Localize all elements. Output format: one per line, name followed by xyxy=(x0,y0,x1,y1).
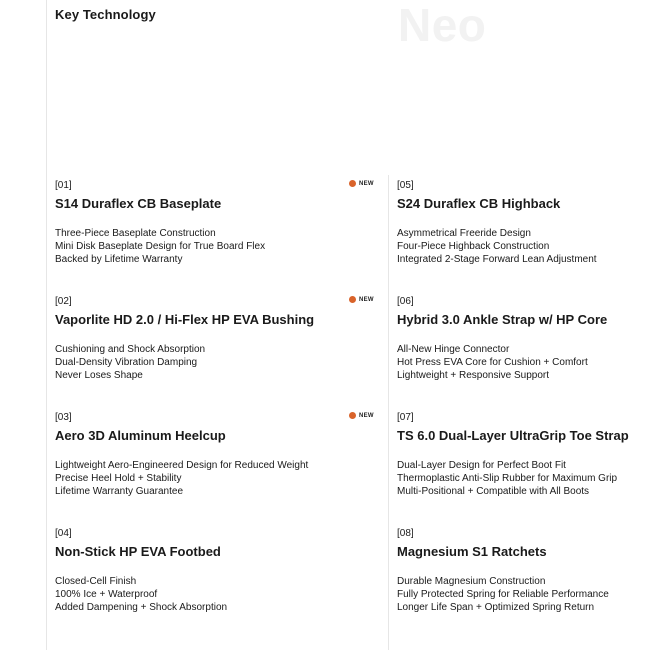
feature-bullets xyxy=(397,343,647,382)
feature-title: Hybrid 3.0 Ankle Strap w/ HP Core xyxy=(397,312,608,327)
left-divider xyxy=(46,0,47,650)
feature-bullet: Hot Press EVA Core for Cushion + Comfort xyxy=(397,357,588,368)
new-dot-icon xyxy=(349,180,356,187)
feature-number: [06] xyxy=(397,296,414,307)
feature-bullet: Precise Heel Hold + Stability xyxy=(55,473,182,484)
feature-bullet: All-New Hinge Connector xyxy=(397,344,510,355)
feature-number: [07] xyxy=(397,412,414,423)
feature-bullets xyxy=(397,227,647,266)
feature-title: Magnesium S1 Ratchets xyxy=(397,544,547,559)
feature-bullet: Durable Magnesium Construction xyxy=(397,576,546,587)
feature-card xyxy=(397,412,647,498)
feature-bullets xyxy=(55,343,375,382)
feature-bullet: Fully Protected Spring for Reliable Performance xyxy=(397,589,609,600)
feature-bullets xyxy=(55,575,375,614)
feature-bullet: Closed-Cell Finish xyxy=(55,576,137,587)
feature-card xyxy=(55,180,375,266)
feature-bullet: Lightweight Aero-Engineered Design for Reduced Weight xyxy=(55,460,309,471)
feature-number: [03] xyxy=(55,412,72,423)
feature-bullet: 100% Ice + Waterproof xyxy=(55,589,158,600)
feature-bullet: Multi-Positional + Compatible with All Boots xyxy=(397,486,590,497)
new-badge xyxy=(349,296,374,303)
feature-bullet: Dual-Density Vibration Damping xyxy=(55,357,198,368)
page-title: Key Technology xyxy=(55,7,156,22)
feature-card xyxy=(55,296,375,382)
feature-bullets xyxy=(55,459,375,498)
feature-card xyxy=(397,180,647,266)
feature-bullets xyxy=(397,575,647,614)
feature-bullet: Cushioning and Shock Absorption xyxy=(55,344,206,355)
feature-title: S14 Duraflex CB Baseplate xyxy=(55,196,222,211)
feature-title: Aero 3D Aluminum Heelcup xyxy=(55,428,226,443)
new-badge xyxy=(349,180,374,187)
feature-bullet: Dual-Layer Design for Perfect Boot Fit xyxy=(397,460,566,471)
feature-card xyxy=(397,296,647,382)
feature-bullet: Mini Disk Baseplate Design for True Board Flex xyxy=(55,241,266,252)
feature-title: S24 Duraflex CB Highback xyxy=(397,196,561,211)
feature-number: [05] xyxy=(397,180,414,191)
feature-bullet: Never Loses Shape xyxy=(55,370,143,381)
feature-bullets xyxy=(397,459,647,498)
feature-bullet: Three-Piece Baseplate Construction xyxy=(55,228,216,239)
feature-title: Vaporlite HD 2.0 / Hi-Flex HP EVA Bushing xyxy=(55,312,315,327)
feature-number: [01] xyxy=(55,180,72,191)
feature-card xyxy=(55,412,375,498)
feature-bullet: Backed by Lifetime Warranty xyxy=(55,254,183,265)
new-dot-icon xyxy=(349,296,356,303)
feature-title: Non-Stick HP EVA Footbed xyxy=(55,544,221,559)
feature-number: [04] xyxy=(55,528,72,539)
column-divider xyxy=(388,175,389,650)
feature-card xyxy=(397,528,647,614)
feature-bullet: Lightweight + Responsive Support xyxy=(397,370,550,381)
new-badge xyxy=(349,412,374,419)
feature-bullet: Lifetime Warranty Guarantee xyxy=(55,486,184,497)
feature-bullet: Thermoplastic Anti-Slip Rubber for Maximum Grip xyxy=(397,473,618,484)
new-badge-label: NEW xyxy=(359,412,374,419)
feature-bullet: Asymmetrical Freeride Design xyxy=(397,228,531,239)
feature-card xyxy=(55,528,375,614)
watermark-text: Neo xyxy=(398,0,487,51)
feature-bullet: Longer Life Span + Optimized Spring Return xyxy=(397,602,595,613)
feature-bullet: Four-Piece Highback Construction xyxy=(397,241,550,252)
feature-bullets xyxy=(55,227,375,266)
new-dot-icon xyxy=(349,412,356,419)
new-badge-label: NEW xyxy=(359,296,374,303)
new-badge-label: NEW xyxy=(359,180,374,187)
feature-number: [02] xyxy=(55,296,72,307)
feature-bullet: Added Dampening + Shock Absorption xyxy=(55,602,228,613)
feature-title: TS 6.0 Dual-Layer UltraGrip Toe Strap xyxy=(397,428,629,443)
feature-bullet: Integrated 2-Stage Forward Lean Adjustment xyxy=(397,254,597,265)
feature-number: [08] xyxy=(397,528,414,539)
